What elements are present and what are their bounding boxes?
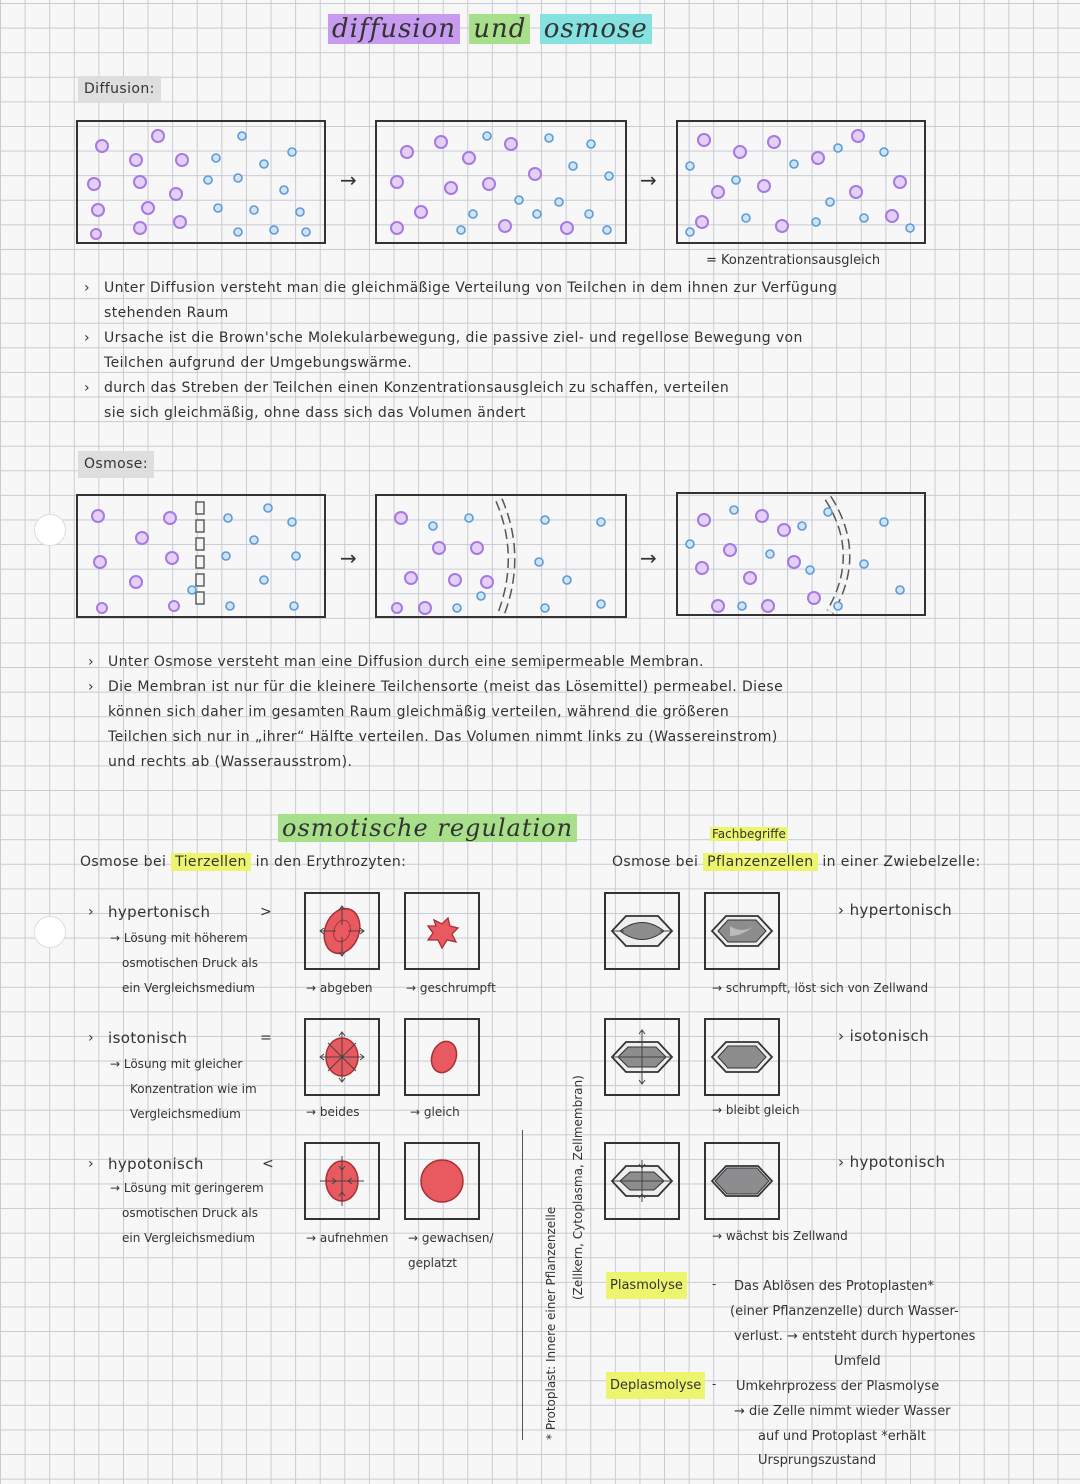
membrane-segment bbox=[196, 538, 204, 550]
plant-term-hypotonisch: › hypotonisch bbox=[838, 1153, 946, 1171]
particle-small bbox=[238, 132, 246, 140]
erythrocyte-box bbox=[404, 1018, 480, 1096]
arrow-icon: → bbox=[340, 546, 357, 570]
plant-caption: → wächst bis Zellwand bbox=[712, 1229, 848, 1243]
particle-small bbox=[288, 148, 296, 156]
particle-small bbox=[226, 602, 234, 610]
membrane-segment bbox=[196, 556, 204, 568]
particle-small bbox=[896, 586, 904, 594]
osmose-line: Teilchen sich nur in „ihrer“ Hälfte verteilen. Das Volumen nimmt links zu (Wassereinstrom) bbox=[108, 729, 778, 745]
osmose-box-2 bbox=[375, 494, 627, 618]
particle-small bbox=[585, 210, 593, 218]
erythrocyte-box bbox=[304, 892, 380, 970]
particle-small bbox=[250, 206, 258, 214]
particle-small bbox=[603, 226, 611, 234]
particle-small bbox=[212, 154, 220, 162]
particle-small bbox=[686, 162, 694, 170]
particle-small bbox=[457, 226, 465, 234]
particle-small bbox=[541, 604, 549, 612]
particle-large bbox=[778, 524, 790, 536]
particle-large bbox=[808, 592, 820, 604]
particle-small bbox=[826, 198, 834, 206]
particle-large bbox=[712, 600, 724, 612]
particle-small bbox=[515, 196, 523, 204]
particle-large bbox=[401, 146, 413, 158]
particle-large bbox=[433, 542, 445, 554]
animal-caption: → geschrumpft bbox=[406, 981, 496, 995]
erythrocyte-box bbox=[304, 1018, 380, 1096]
erythrocyte-absorbing-icon bbox=[306, 1144, 378, 1218]
plant-caption: → schrumpft, löst sich von Zellwand bbox=[712, 981, 929, 995]
particle-large bbox=[142, 202, 154, 214]
plasmolyse-line: Umfeld bbox=[834, 1354, 881, 1369]
diffusion-bullet: › bbox=[84, 380, 90, 396]
particle-large bbox=[176, 154, 188, 166]
osmose-line: Die Membran ist nur für die kleinere Teilchensorte (meist das Lösemittel) permeabel. Diese bbox=[108, 679, 784, 695]
particle-large bbox=[894, 176, 906, 188]
particle-small bbox=[798, 522, 806, 530]
particle-small bbox=[302, 228, 310, 236]
particle-small bbox=[465, 514, 473, 522]
particle-small bbox=[292, 552, 300, 560]
particle-small bbox=[545, 134, 553, 142]
particle-large bbox=[445, 182, 457, 194]
deplasmolyse-line: Ursprungszustand bbox=[758, 1453, 877, 1468]
particle-large bbox=[756, 510, 768, 522]
diffusion-box-2 bbox=[375, 120, 627, 244]
erythrocyte-exchange-icon bbox=[306, 1020, 378, 1094]
particle-small bbox=[860, 214, 868, 222]
animal-caption: → aufnehmen bbox=[306, 1231, 389, 1245]
fachbegriffe-label: Fachbegriffe bbox=[712, 827, 786, 841]
particle-large bbox=[134, 176, 146, 188]
plant-term-hypertonisch: › hypertonisch bbox=[838, 901, 952, 919]
animal-desc: Konzentration wie im bbox=[130, 1082, 257, 1096]
particle-large bbox=[768, 136, 780, 148]
particle-small bbox=[730, 506, 738, 514]
animal-term-hypotonisch: hypotonisch bbox=[108, 1155, 204, 1173]
particle-small bbox=[188, 586, 196, 594]
particle-small bbox=[834, 602, 842, 610]
animal-term-hypertonisch: hypertonisch bbox=[108, 903, 211, 921]
particle-large bbox=[96, 140, 108, 152]
particle-large bbox=[391, 176, 403, 188]
particle-large bbox=[169, 601, 179, 611]
protoplast-note-2: (Zellkern, Cytoplasma, Zellmembran) bbox=[571, 1075, 585, 1300]
diffusion-line: stehenden Raum bbox=[104, 305, 229, 321]
plant-cell-exchange-icon bbox=[606, 1020, 678, 1094]
particle-large bbox=[392, 603, 402, 613]
particle-small bbox=[222, 552, 230, 560]
tier-heading: Osmose bei Tierzellen in den Erythrozyten: bbox=[80, 854, 407, 870]
animal-caption: → gewachsen/ geplatzt bbox=[408, 1231, 494, 1270]
osmose-heading: Osmose: bbox=[78, 451, 154, 478]
animal-caption: → gleich bbox=[410, 1105, 460, 1119]
particle-large bbox=[166, 552, 178, 564]
osmose-box-3 bbox=[676, 492, 926, 616]
particle-small bbox=[204, 176, 212, 184]
particle-small bbox=[880, 518, 888, 526]
plant-caption: → bleibt gleich bbox=[712, 1103, 800, 1117]
particle-small bbox=[234, 174, 242, 182]
particle-small bbox=[290, 602, 298, 610]
particle-large bbox=[130, 154, 142, 166]
osmose-particles bbox=[78, 496, 324, 616]
animal-bullet: › bbox=[88, 904, 94, 920]
particle-small bbox=[541, 516, 549, 524]
punch-hole bbox=[34, 514, 66, 546]
particle-small bbox=[453, 604, 461, 612]
particle-small bbox=[812, 218, 820, 226]
particle-large bbox=[152, 130, 164, 142]
animal-bullet: › bbox=[88, 1030, 94, 1046]
particle-small bbox=[270, 226, 278, 234]
plant-cell-box bbox=[704, 1142, 780, 1220]
diffusion-particles bbox=[78, 122, 324, 242]
arrow-icon: → bbox=[340, 168, 357, 192]
particle-large bbox=[435, 136, 447, 148]
diffusion-particles bbox=[678, 122, 924, 242]
erythrocyte-box bbox=[304, 1142, 380, 1220]
particle-small bbox=[569, 162, 577, 170]
plant-cell-absorbing-icon bbox=[606, 1144, 678, 1218]
arrow-icon: → bbox=[640, 168, 657, 192]
particle-small bbox=[264, 504, 272, 512]
regulation-title: osmotische regulation bbox=[278, 814, 577, 842]
animal-term-isotonisch: isotonisch bbox=[108, 1029, 188, 1047]
particle-large bbox=[134, 222, 146, 234]
pflanze-heading: Osmose bei Pflanzenzellen in einer Zwiebelzelle: bbox=[612, 854, 981, 870]
diffusion-box-1 bbox=[76, 120, 326, 244]
particle-large bbox=[758, 180, 770, 192]
punch-hole bbox=[34, 916, 66, 948]
particle-small bbox=[280, 186, 288, 194]
animal-desc: Vergleichsmedium bbox=[130, 1107, 241, 1121]
particle-large bbox=[88, 178, 100, 190]
particle-small bbox=[563, 576, 571, 584]
animal-desc: osmotischen Druck als bbox=[122, 1206, 259, 1220]
plasmolyse-term: Plasmolyse bbox=[606, 1272, 687, 1299]
membrane-segment bbox=[196, 520, 204, 532]
particle-small bbox=[880, 148, 888, 156]
title-word-osmose: osmose bbox=[540, 14, 652, 44]
particle-large bbox=[812, 152, 824, 164]
animal-desc: → Lösung mit höherem bbox=[110, 931, 248, 945]
particle-large bbox=[696, 562, 708, 574]
particle-small bbox=[477, 592, 485, 600]
osmose-line: und rechts ab (Wasserausstrom). bbox=[108, 754, 353, 770]
diffusion-line: Ursache ist die Brown'sche Molekularbewegung, die passive ziel- und regellose Bewegung von bbox=[104, 330, 803, 346]
plant-cell-box bbox=[604, 1018, 680, 1096]
particle-large bbox=[94, 556, 106, 568]
erythrocyte-shrunken-icon bbox=[406, 894, 478, 968]
particle-small bbox=[214, 204, 222, 212]
particle-large bbox=[734, 146, 746, 158]
deplasmolyse-term: Deplasmolyse bbox=[606, 1372, 705, 1399]
particle-small bbox=[260, 576, 268, 584]
erythrocyte-losing-icon bbox=[306, 894, 378, 968]
particle-large bbox=[92, 204, 104, 216]
animal-desc: → Lösung mit geringerem bbox=[110, 1181, 264, 1195]
particle-large bbox=[471, 542, 483, 554]
particle-large bbox=[463, 152, 475, 164]
particle-small bbox=[483, 132, 491, 140]
title-word-diffusion: diffusion bbox=[328, 14, 460, 44]
plant-cell-shrunken-icon bbox=[706, 894, 778, 968]
particle-small bbox=[906, 224, 914, 232]
diffusion-bullet: › bbox=[84, 280, 90, 296]
particle-small bbox=[288, 518, 296, 526]
protoplast-note: * Protoplast: Innere einer Pflanzenzelle bbox=[544, 1206, 558, 1440]
particle-large bbox=[92, 510, 104, 522]
animal-sym: > bbox=[260, 904, 273, 920]
plant-cell-box bbox=[704, 1018, 780, 1096]
particle-large bbox=[712, 186, 724, 198]
diffusion-heading: Diffusion: bbox=[78, 76, 161, 103]
particle-large bbox=[724, 544, 736, 556]
particle-large bbox=[130, 576, 142, 588]
animal-caption: → beides bbox=[306, 1105, 360, 1119]
equal-label: = Konzentrationsausgleich bbox=[706, 253, 881, 268]
plant-cell-box bbox=[704, 892, 780, 970]
particle-small bbox=[234, 228, 242, 236]
diffusion-line: Unter Diffusion versteht man die gleichmäßige Verteilung von Teilchen in dem ihnen zur Verfügung bbox=[104, 280, 838, 296]
osmose-line: Unter Osmose versteht man eine Diffusion durch eine semipermeable Membran. bbox=[108, 654, 704, 670]
particle-large bbox=[529, 168, 541, 180]
erythrocyte-normal-icon bbox=[406, 1020, 478, 1094]
particle-small bbox=[260, 160, 268, 168]
diffusion-line: Teilchen aufgrund der Umgebungswärme. bbox=[104, 355, 413, 371]
osmose-box-1 bbox=[76, 494, 326, 618]
particle-large bbox=[449, 574, 461, 586]
title-word-und: und bbox=[469, 14, 530, 44]
deplasmolyse-line: auf und Protoplast *erhält bbox=[758, 1429, 926, 1444]
particle-large bbox=[499, 220, 511, 232]
particle-large bbox=[561, 222, 573, 234]
page-title bbox=[328, 14, 652, 44]
diffusion-bullet: › bbox=[84, 330, 90, 346]
deplasmolyse-line: Umkehrprozess der Plasmolyse bbox=[736, 1379, 940, 1394]
animal-desc: osmotischen Druck als bbox=[122, 956, 259, 970]
membrane-segment bbox=[196, 574, 204, 586]
particle-large bbox=[91, 229, 101, 239]
erythrocyte-swollen-icon bbox=[406, 1144, 478, 1218]
particle-large bbox=[164, 512, 176, 524]
osmose-bullet: › bbox=[88, 679, 94, 695]
diffusion-line: sie sich gleichmäßig, ohne dass sich das Volumen ändert bbox=[104, 405, 526, 421]
particle-small bbox=[742, 214, 750, 222]
particle-large bbox=[97, 603, 107, 613]
particle-small bbox=[597, 518, 605, 526]
particle-large bbox=[762, 600, 774, 612]
diffusion-particles bbox=[377, 122, 625, 242]
plasmolyse-dash: - bbox=[712, 1277, 717, 1291]
particle-small bbox=[597, 600, 605, 608]
particle-large bbox=[395, 512, 407, 524]
particle-large bbox=[852, 130, 864, 142]
particle-large bbox=[698, 134, 710, 146]
particle-large bbox=[850, 186, 862, 198]
osmose-line: können sich daher im gesamten Raum gleichmäßig verteilen, während die größeren bbox=[108, 704, 730, 720]
arrow-icon: → bbox=[640, 546, 657, 570]
animal-desc: ein Vergleichsmedium bbox=[122, 1231, 255, 1245]
particle-small bbox=[738, 602, 746, 610]
animal-desc: → Lösung mit gleicher bbox=[110, 1057, 243, 1071]
animal-sym: < bbox=[262, 1156, 275, 1172]
plant-cell-normal-icon bbox=[706, 1020, 778, 1094]
membrane-segment bbox=[196, 592, 204, 604]
diffusion-box-3 bbox=[676, 120, 926, 244]
particle-small bbox=[224, 514, 232, 522]
particle-small bbox=[296, 208, 304, 216]
particle-small bbox=[766, 550, 774, 558]
osmose-bullet: › bbox=[88, 654, 94, 670]
particle-small bbox=[535, 558, 543, 566]
particle-small bbox=[834, 144, 842, 152]
particle-large bbox=[886, 210, 898, 222]
plant-cell-swollen-icon bbox=[706, 1144, 778, 1218]
particle-small bbox=[250, 536, 258, 544]
particle-small bbox=[790, 160, 798, 168]
particle-large bbox=[136, 532, 148, 544]
particle-large bbox=[744, 572, 756, 584]
deplasmolyse-line: → die Zelle nimmt wieder Wasser bbox=[734, 1404, 951, 1419]
membrane-segment bbox=[196, 502, 204, 514]
particle-large bbox=[481, 576, 493, 588]
particle-large bbox=[505, 138, 517, 150]
particle-large bbox=[419, 602, 431, 614]
particle-large bbox=[776, 220, 788, 232]
particle-large bbox=[391, 222, 403, 234]
plasmolyse-line: (einer Pflanzenzelle) durch Wasser- bbox=[730, 1304, 959, 1319]
animal-caption: → abgeben bbox=[306, 981, 373, 995]
diffusion-line: durch das Streben der Teilchen einen Konzentrationsausgleich zu schaffen, verteilen bbox=[104, 380, 730, 396]
plant-cell-box bbox=[604, 1142, 680, 1220]
particle-large bbox=[696, 216, 708, 228]
particle-small bbox=[860, 560, 868, 568]
animal-bullet: › bbox=[88, 1156, 94, 1172]
particle-large bbox=[415, 206, 427, 218]
particle-small bbox=[686, 228, 694, 236]
particle-small bbox=[429, 522, 437, 530]
particle-small bbox=[469, 210, 477, 218]
plasmolyse-line: verlust. → entsteht durch hypertones bbox=[734, 1329, 976, 1344]
particle-small bbox=[587, 140, 595, 148]
plasmolyse-line: Das Ablösen des Protoplasten* bbox=[734, 1279, 935, 1294]
animal-sym: = bbox=[260, 1030, 273, 1046]
plant-cell-box bbox=[604, 892, 680, 970]
particle-large bbox=[170, 188, 182, 200]
animal-desc: ein Vergleichsmedium bbox=[122, 981, 255, 995]
particle-small bbox=[605, 172, 613, 180]
particle-small bbox=[806, 566, 814, 574]
erythrocyte-box bbox=[404, 892, 480, 970]
deplasmolyse-dash: - bbox=[712, 1377, 717, 1391]
plant-term-isotonisch: › isotonisch bbox=[838, 1027, 930, 1045]
particle-large bbox=[405, 572, 417, 584]
osmose-particles bbox=[678, 494, 924, 614]
divider-line bbox=[522, 1130, 523, 1440]
osmose-particles bbox=[377, 496, 625, 616]
plant-cell-plasmolysis-icon bbox=[606, 894, 678, 968]
particle-large bbox=[483, 178, 495, 190]
particle-small bbox=[732, 176, 740, 184]
particle-large bbox=[174, 216, 186, 228]
particle-small bbox=[686, 540, 694, 548]
particle-large bbox=[788, 556, 800, 568]
particle-small bbox=[824, 508, 832, 516]
particle-small bbox=[533, 210, 541, 218]
erythrocyte-box bbox=[404, 1142, 480, 1220]
particle-large bbox=[698, 514, 710, 526]
particle-small bbox=[555, 198, 563, 206]
